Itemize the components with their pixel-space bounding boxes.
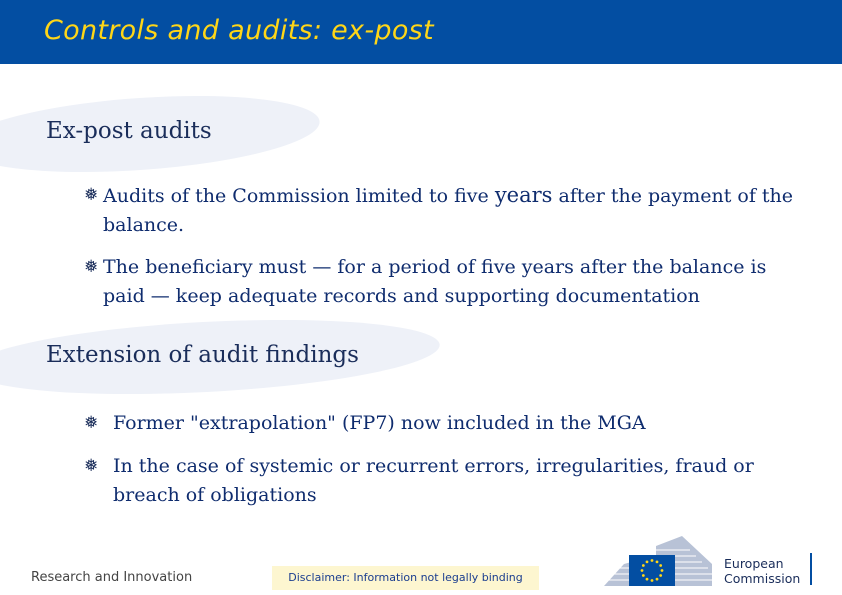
bullet-text-part: after the payment of the balance. — [103, 185, 794, 236]
eu-star-icon — [656, 560, 659, 563]
snowflake-bullet-icon: ❅ — [84, 456, 99, 476]
eu-star-icon — [641, 569, 644, 572]
logo-bar — [810, 553, 812, 585]
bullet-emphasis: years — [494, 183, 553, 207]
snowflake-bullet-icon: ❅ — [84, 257, 99, 277]
header-bar — [0, 0, 842, 64]
page-title: Controls and audits: ex-post — [44, 15, 434, 46]
bullet-item — [84, 181, 804, 240]
snowflake-bullet-icon: ❅ — [84, 185, 99, 205]
bullet-text — [84, 181, 804, 240]
eu-star-icon — [659, 564, 662, 567]
section-heading-ex-post-audits: Ex-post audits — [46, 118, 212, 144]
eu-star-icon — [656, 578, 659, 581]
eu-star-icon — [642, 574, 645, 577]
bullet-item — [84, 452, 804, 510]
snowflake-bullet-icon: ❅ — [84, 413, 99, 433]
bullet-text: The beneficiary must — for a period of five years after the balance is paid — keep adequate records and supporting documentation — [103, 256, 767, 307]
bullet-text: Former "extrapolation" (FP7) now included in the MGA — [113, 412, 646, 434]
eu-star-icon — [659, 574, 662, 577]
bullet-item — [84, 253, 804, 311]
bullet-item — [84, 409, 804, 438]
disclaimer-box: Disclaimer: Information not legally binding — [272, 566, 539, 590]
bullet-text-part: Audits of the Commission limited to five — [103, 185, 495, 207]
eu-star-icon — [651, 579, 654, 582]
logo-line-european: European — [724, 556, 784, 571]
eu-flag-icon — [629, 555, 675, 586]
section-heading-extension: Extension of audit findings — [46, 342, 359, 368]
european-commission-logo-text — [724, 556, 800, 586]
eu-star-icon — [642, 564, 645, 567]
eu-star-icon — [646, 578, 649, 581]
footer-research-innovation: Research and Innovation — [31, 570, 193, 585]
eu-star-icon — [661, 569, 664, 572]
bullet-text: In the case of systemic or recurrent errors, irregularities, fraud or breach of obligations — [113, 455, 754, 506]
eu-star-icon — [651, 559, 654, 562]
logo-line-commission: Commission — [724, 571, 801, 586]
eu-star-icon — [646, 560, 649, 563]
